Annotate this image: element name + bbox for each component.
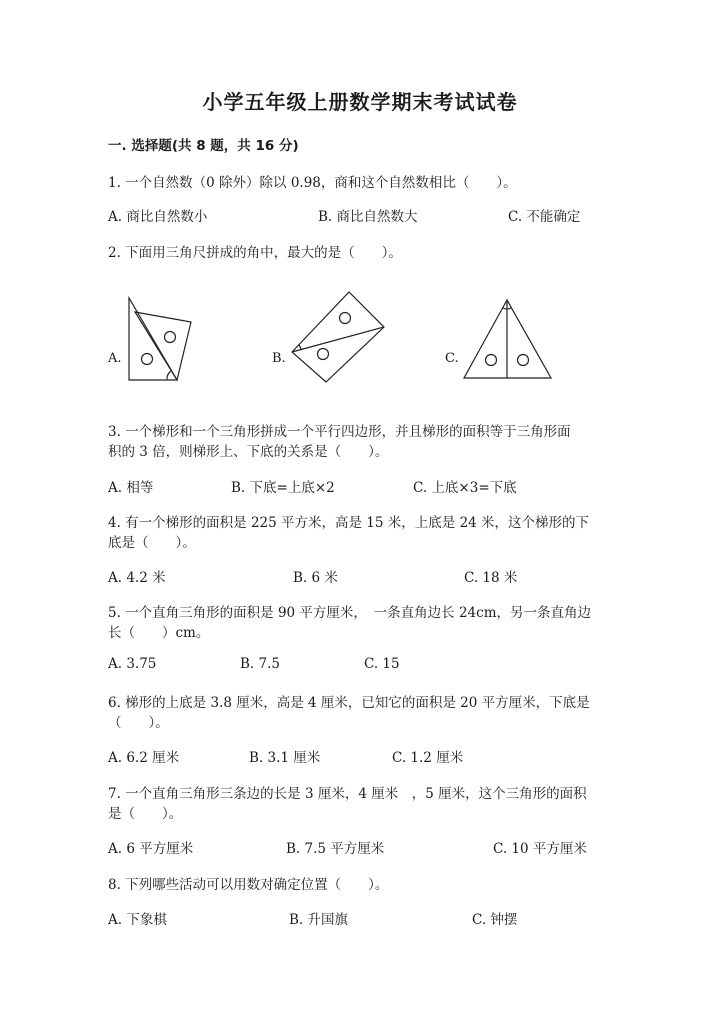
figure-c-hole-2 <box>518 355 529 366</box>
question-4-text-line-2: 底是（ ）。 <box>108 535 196 551</box>
question-5-option-a[interactable]: A. 3.75 <box>108 656 157 672</box>
question-7-option-b[interactable]: B. 7.5 平方厘米 <box>286 841 385 857</box>
figure-a-triangle-rulers <box>120 292 200 384</box>
question-3-option-a[interactable]: A. 相等 <box>108 480 154 496</box>
question-8-option-b[interactable]: B. 升国旗 <box>289 912 349 928</box>
question-1-option-b[interactable]: B. 商比自然数大 <box>318 209 418 225</box>
question-2-option-c[interactable]: C. <box>445 351 459 366</box>
figure-a-hole-1 <box>142 354 153 365</box>
figure-b-hole-2 <box>318 349 329 360</box>
figure-c-triangle-rulers <box>460 296 555 382</box>
question-5-option-b[interactable]: B. 7.5 <box>240 656 280 672</box>
question-3-text-line-1: 3. 一个梯形和一个三角形拼成一个平行四边形，并且梯形的面积等于三角形面 <box>108 424 571 440</box>
question-4-text-line-1: 4. 有一个梯形的面积是 225 平方米，高是 15 米，上底是 24 米，这个梯形的下 <box>108 515 590 531</box>
question-3-option-c[interactable]: C. 上底×3=下底 <box>413 480 517 496</box>
question-3-option-b[interactable]: B. 下底=上底×2 <box>231 480 335 496</box>
question-6-text-line-2: （ ）。 <box>108 715 169 731</box>
question-4-option-c[interactable]: C. 18 米 <box>464 570 518 586</box>
question-2-option-b[interactable]: B. <box>272 351 286 366</box>
question-6-option-a[interactable]: A. 6.2 厘米 <box>108 750 180 766</box>
question-4-option-a[interactable]: A. 4.2 米 <box>108 570 166 586</box>
figure-a-hole-2 <box>165 332 176 343</box>
page-title: 小学五年级上册数学期末考试试卷 <box>202 90 518 114</box>
question-5-text-line-2: 长（ ）cm。 <box>108 625 210 641</box>
question-5-text-line-1: 5. 一个直角三角形的面积是 90 平方厘米， 一条直角边长 24cm，另一条直角边 <box>108 605 592 621</box>
figure-a-angle-arc <box>167 371 171 380</box>
question-5-option-c[interactable]: C. 15 <box>364 656 400 672</box>
question-2-text: 2. 下面用三角尺拼成的角中，最大的是（ ）。 <box>108 245 402 261</box>
question-8-text: 8. 下列哪些活动可以用数对确定位置（ ）。 <box>108 877 389 893</box>
figure-b-rectangle <box>292 292 384 382</box>
question-3-text-line-2: 积的 3 倍，则梯形上、下底的关系是（ ）。 <box>108 444 389 460</box>
question-8-option-a[interactable]: A. 下象棋 <box>108 912 167 928</box>
question-1-option-c[interactable]: C. 不能确定 <box>508 209 581 225</box>
question-6-text-line-1: 6. 梯形的上底是 3.8 厘米，高是 4 厘米，已知它的面积是 20 平方厘米，下底是 <box>108 695 590 711</box>
section-heading: 一. 选择题(共 8 题，共 16 分) <box>108 138 299 154</box>
question-7-text-line-2: 是（ ）。 <box>108 806 183 822</box>
question-6-option-c[interactable]: C. 1.2 厘米 <box>392 750 464 766</box>
figure-b-hole-1 <box>340 313 351 324</box>
figure-b-triangle-rulers <box>286 290 386 385</box>
question-7-option-a[interactable]: A. 6 平方厘米 <box>108 841 194 857</box>
question-1-option-a[interactable]: A. 商比自然数小 <box>108 209 208 225</box>
question-1-text: 1. 一个自然数（0 除外）除以 0.98，商和这个自然数相比（ ）。 <box>108 175 517 191</box>
figure-c-hole-1 <box>486 355 497 366</box>
question-8-option-c[interactable]: C. 钟摆 <box>472 912 518 928</box>
question-4-option-b[interactable]: B. 6 米 <box>293 570 338 586</box>
question-2-option-a[interactable]: A. <box>108 351 122 366</box>
question-7-option-c[interactable]: C. 10 平方厘米 <box>493 841 587 857</box>
question-6-option-b[interactable]: B. 3.1 厘米 <box>249 750 321 766</box>
question-7-text-line-1: 7. 一个直角三角形三条边的长是 3 厘米，4 厘米 ，5 厘米，这个三角形的面积 <box>108 786 587 802</box>
